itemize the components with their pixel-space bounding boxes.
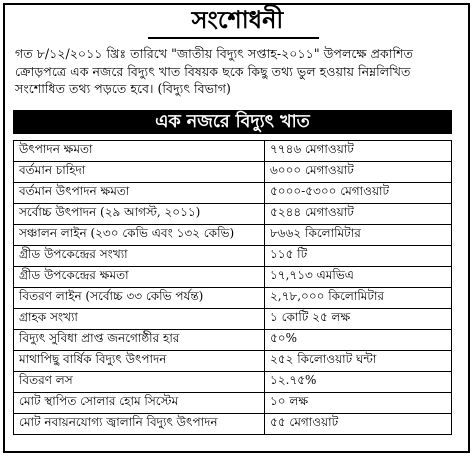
- row-label: মাথাপিছু বার্ষিক বিদ্যুৎ উৎপাদন: [14, 351, 265, 372]
- row-label: গ্রীড উপকেন্দ্রের সংখ্যা: [14, 246, 265, 267]
- table-row: [14, 393, 452, 414]
- table-row: [14, 162, 452, 183]
- table-row: [14, 351, 452, 372]
- page-title: সংশোধনী: [191, 5, 284, 34]
- row-value: ১২.৭৫%: [265, 372, 452, 393]
- row-value: ৬০০০ মেগাওয়াট: [265, 162, 452, 183]
- table-row: [14, 372, 452, 393]
- table-row: [14, 414, 452, 435]
- row-label: বিদ্যুৎ সুবিধা প্রাপ্ত জনগোষ্ঠীর হার: [14, 330, 265, 351]
- table-row: [14, 141, 452, 162]
- row-value: ৫৫ মেগাওয়াট: [265, 414, 452, 435]
- table-row: [14, 204, 452, 225]
- row-label: বিতরণ লস: [14, 372, 265, 393]
- row-label: উৎপাদন ক্ষমতা: [14, 141, 265, 162]
- row-value: ২৫২ কিলোওয়াট ঘন্টা: [265, 351, 452, 372]
- table-row: [14, 267, 452, 288]
- row-value: ৮৬৬২ কিলোমিটার: [265, 225, 452, 246]
- row-value: ২,৭৮,০০০ কিলোমিটার: [265, 288, 452, 309]
- table-row: [14, 309, 452, 330]
- notice-paragraph: [15, 45, 462, 98]
- row-label: মোট স্থাপিত সোলার হোম সিস্টেম: [14, 393, 265, 414]
- table-row: [14, 225, 452, 246]
- table-row: [14, 246, 452, 267]
- notice-line: গত ৮/১২/২০১১ খ্রিঃ তারিখে "জাতীয় বিদ্যুৎ সপ্তাহ-২০১১" উপলক্ষে প্রকাশিত: [15, 46, 413, 61]
- notice-line: সংশোধিত তথ্য পড়তে হবে। (বিদ্যুৎ বিভাগ): [15, 81, 231, 96]
- row-value: ৭৭৪৬ মেগাওয়াট: [265, 141, 452, 162]
- table-row: [14, 183, 452, 204]
- row-label: গ্রীড উপকেন্দ্রের ক্ষমতা: [14, 267, 265, 288]
- row-value: ৫০০০-৫৩০০ মেগাওয়াট: [265, 183, 452, 204]
- row-label: বর্তমান উৎপাদন ক্ষমতা: [14, 183, 265, 204]
- row-label: সঞ্চালন লাইন (২৩০ কেভি এবং ১৩২ কেভি): [14, 225, 265, 246]
- row-value: ১১৫ টি: [265, 246, 452, 267]
- row-value: ৫০%: [265, 330, 452, 351]
- row-label: মোট নবায়নযোগ্য জ্বালানি বিদ্যুৎ উৎপাদন: [14, 414, 265, 435]
- row-label: গ্রাহক সংখ্যা: [14, 309, 265, 330]
- row-label: সর্বোচ্চ উৎপাদন (২৯ আগস্ট, ২০১১): [14, 204, 265, 225]
- row-label: বিতরণ লাইন (সর্বোচ্চ ৩৩ কেভি পর্যন্ত): [14, 288, 265, 309]
- row-value: ১৭,৭১৩ এমভিএ: [265, 267, 452, 288]
- row-value: ১০ লক্ষ: [265, 393, 452, 414]
- title-underline: [148, 37, 319, 39]
- table-row: [14, 330, 452, 351]
- facts-table: [13, 140, 452, 435]
- table-row: [14, 288, 452, 309]
- row-label: বর্তমান চাহিদা: [14, 162, 265, 183]
- row-value: ৫২৪৪ মেগাওয়াট: [265, 204, 452, 225]
- row-value: ১ কোটি ২৫ লক্ষ: [265, 309, 452, 330]
- notice-line: ক্রোড়পত্রে এক নজরে বিদ্যুৎ খাত বিষয়ক ছকে কিছু তথ্য ভুল হওয়ায় নিম্নলিখিত: [15, 63, 411, 79]
- section-banner: এক নজরে বিদ্যুৎ খাত: [13, 110, 452, 134]
